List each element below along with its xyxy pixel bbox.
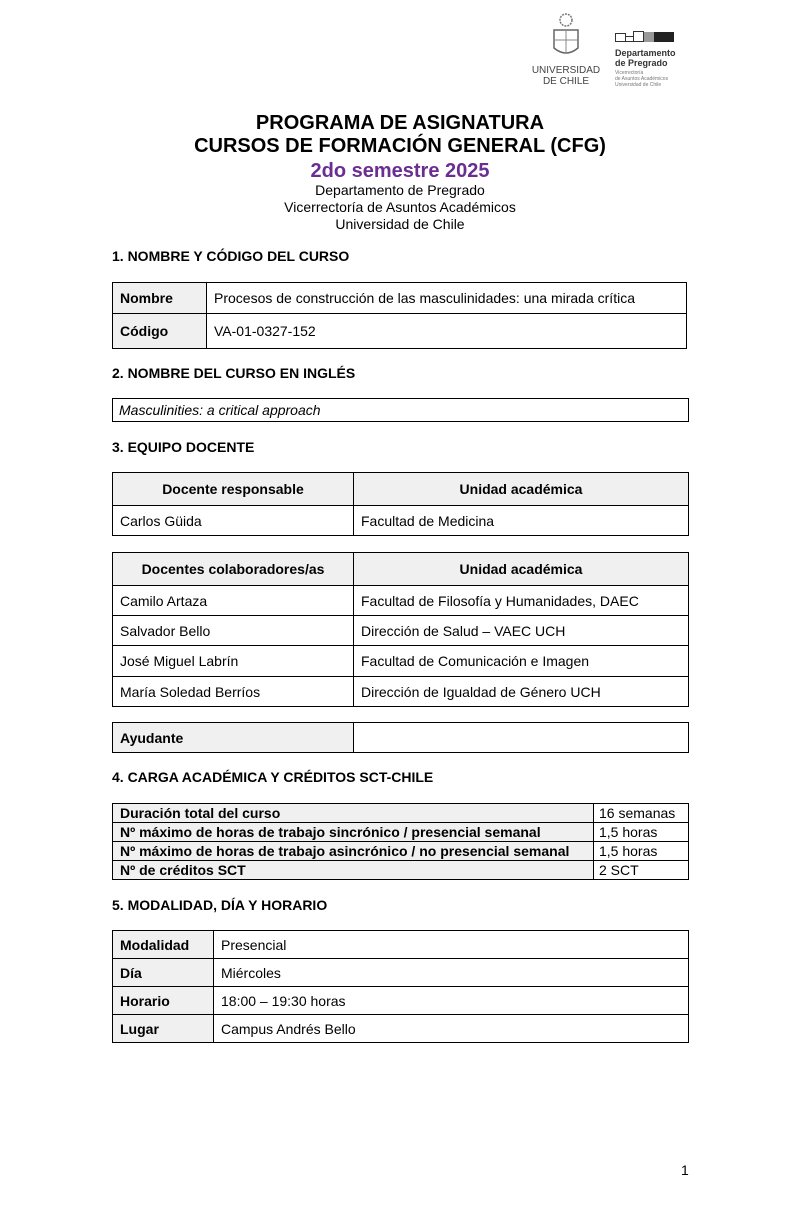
- table-row: Lugar Campus Andrés Bello: [113, 1015, 689, 1043]
- table-row: Carlos Güida Facultad de Medicina: [113, 506, 689, 536]
- title-line-1: PROGRAMA DE ASIGNATURA: [255, 112, 545, 134]
- schedule-table: [112, 930, 689, 1043]
- table-row: Horario 18:00 – 19:30 horas: [113, 987, 689, 1015]
- responsible-teacher-table: Docente responsable Unidad académica Carlos Güida Facultad de Medicina: [112, 472, 689, 536]
- section-3-heading: 3. EQUIPO DOCENTE: [112, 439, 255, 455]
- subtitle-univ: Universidad de Chile: [335, 216, 465, 232]
- subtitle-dept: Departamento de Pregrado: [315, 182, 485, 198]
- table-row: Camilo Artaza Facultad de Filosofía y Humanidades, DAEC: [113, 586, 689, 616]
- table-row: Duración total del curso 16 semanas: [113, 804, 689, 823]
- english-name-box: Masculinities: a critical approach: [112, 398, 689, 422]
- credits-table: [112, 803, 689, 880]
- course-name-code-table: [112, 282, 687, 349]
- table-row: Nº máximo de horas de trabajo sincrónico / presencial semanal 1,5 horas: [113, 823, 689, 842]
- table-row: Código VA-01-0327-152: [113, 314, 687, 349]
- table-row: Modalidad Presencial: [113, 931, 689, 959]
- collaborators-table: Docentes colaboradores/as Unidad académica Camilo Artaza Facultad de Filosofía y Humanidades, DAEC Salvador Bello Dirección de Salud – VAEC UCH José Miguel Labrín Facultad de Comunicación e Imagen María Soledad Berríos Dirección de Igualdad de Género UCH: [112, 552, 689, 707]
- universidad-de-chile-logo: UNIVERSIDAD DE CHILE: [530, 12, 602, 87]
- table-row: Día Miércoles: [113, 959, 689, 987]
- section-4-heading: 4. CARGA ACADÉMICA Y CRÉDITOS SCT-CHILE: [112, 769, 434, 785]
- departamento-pregrado-logo: Departamento de Pregrado Vicerrectoría de Asuntos Académicos Universidad de Chile: [615, 30, 695, 88]
- table-row: Salvador Bello Dirección de Salud – VAEC UCH: [113, 616, 689, 646]
- table-row: José Miguel Labrín Facultad de Comunicación e Imagen: [113, 646, 689, 677]
- semester: 2do semestre 2025: [310, 160, 490, 182]
- subtitle-vice: Vicerrectoría de Asuntos Académicos: [284, 199, 516, 215]
- page-number: 1: [681, 1162, 689, 1178]
- assistant-table: Ayudante: [112, 722, 689, 753]
- university-crest-icon: [530, 12, 602, 60]
- section-1-heading: 1. NOMBRE Y CÓDIGO DEL CURSO: [112, 248, 350, 264]
- table-row: Nombre Procesos de construcción de las masculinidades: una mirada crítica: [113, 283, 687, 314]
- title-line-2: CURSOS DE FORMACIÓN GENERAL (CFG): [194, 135, 606, 157]
- section-5-heading: 5. MODALIDAD, DÍA Y HORARIO: [112, 897, 328, 913]
- table-row: Nº de créditos SCT 2 SCT: [113, 861, 689, 880]
- table-row: María Soledad Berríos Dirección de Igualdad de Género UCH: [113, 677, 689, 707]
- section-2-heading: 2. NOMBRE DEL CURSO EN INGLÉS: [112, 365, 356, 381]
- pregrado-blocks-icon: [615, 31, 675, 43]
- table-row: Nº máximo de horas de trabajo asincrónico / no presencial semanal 1,5 horas: [113, 842, 689, 861]
